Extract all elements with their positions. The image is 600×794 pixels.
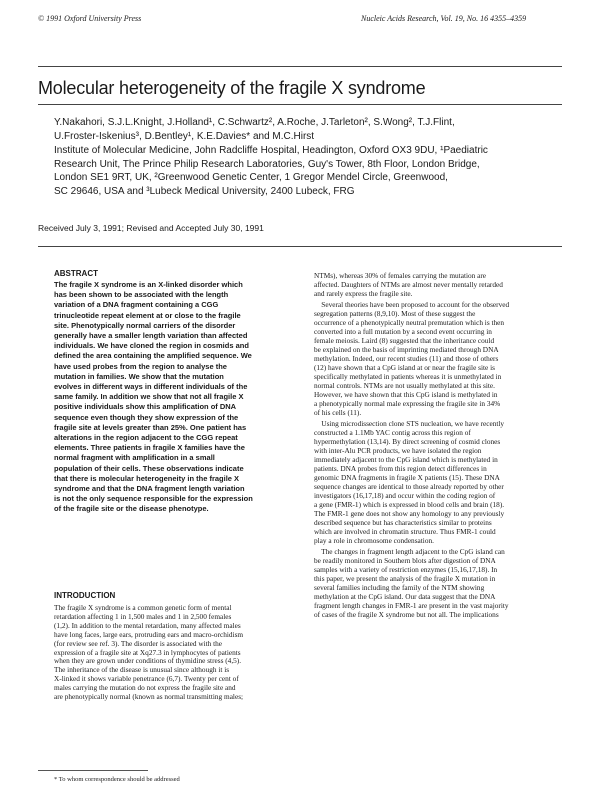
text-line: have long faces, large ears, protruding ears and macro-orchidism	[54, 629, 244, 639]
text-line: investigators (16,17,18) and occur within the coding region of	[314, 491, 496, 500]
text-line: of cases of the fragile X syndrome but not all. The implications	[314, 610, 499, 619]
text-line: of the fragile site or the disease phenotype.	[54, 504, 209, 514]
text-line: sequence changes are identical to those already reported by other	[314, 482, 504, 491]
footnote-rule	[38, 770, 148, 771]
text-line: occurrence of a phenotypically neutral premutation which is then	[314, 318, 505, 327]
text-line: constructed a 1.1Mb YAC contig across this region of	[314, 428, 471, 437]
text-line: have used probes from the region to analyse the	[54, 361, 227, 371]
text-line: However, we have shown that this CpG island is methylated in	[314, 390, 498, 399]
journal-citation-header: Nucleic Acids Research, Vol. 19, No. 16 4355–4359	[361, 14, 527, 23]
text-line: fragment length changes in FMR-1 are present in the vast majority	[314, 601, 509, 610]
received-dates: Received July 3, 1991; Revised and Accepted July 30, 1991	[38, 223, 264, 233]
text-line: The changes in fragment length adjacent to the CpG island can	[314, 547, 505, 556]
text-line: alterations in the region adjacent to the CGG repeat	[54, 433, 238, 443]
text-line: normal fragment with amplification in a small	[54, 453, 215, 463]
text-line: The inheritance of the disease is unusual since although it is	[54, 665, 230, 675]
text-line: female meiosis. Laird (8) suggested that the inheritance could	[314, 336, 495, 345]
text-line: when they are grown under conditions of thymidine stress (4,5).	[54, 656, 242, 666]
text-line: be explained on the basis of imprinting mediated through DNA	[314, 345, 499, 354]
text-line: that there is molecular heterogeneity in the fragile X	[54, 473, 240, 483]
right-column-body	[314, 271, 564, 621]
body-paragraph	[314, 547, 564, 619]
text-line: same family. In addition we show that not all fragile X	[54, 392, 244, 402]
affiliation-line: SC 29646, USA and ³Lubeck Medical University, 2400 Lubeck, FRG	[54, 185, 355, 197]
text-line: and rarely express the fragile site.	[314, 289, 413, 298]
text-line: be readily monitored in Southern blots after digestion of DNA	[314, 556, 496, 565]
text-line: The fragile X syndrome is a common genetic form of mental	[54, 603, 232, 612]
text-line: The fragile X syndrome is an X-linked disorder which	[54, 280, 243, 289]
text-line: (12) have shown that a CpG island at or near the fragile site is	[314, 363, 495, 372]
text-line: (for review see ref. 3). The disorder is associated with the	[54, 638, 223, 648]
text-line: syndrome and that the DNA fragment length variation	[54, 484, 245, 494]
text-line: patients. DNA probes from this region detect differences in	[314, 464, 487, 473]
text-line: with inter-Alu PCR products, we have isolated the region	[314, 446, 482, 455]
text-line: mutation in families. We show that the mutation	[54, 371, 224, 381]
text-line: generally have a smaller length variation than affected	[54, 331, 248, 341]
affiliation-line: Institute of Molecular Medicine, John Radcliffe Hospital, Headington, Oxford OX3 9DU, ¹Paediatric	[54, 145, 488, 156]
text-line: normal controls. NTMs are not usually methylated at this site.	[314, 381, 495, 390]
affiliation-line: London SE1 9RT, UK, ²Greenwood Genetic Center, 1 Gregor Mendel Circle, Greenwood,	[54, 172, 448, 184]
received-rule	[38, 246, 562, 247]
text-line: has been shown to be associated with the length	[54, 290, 229, 300]
text-line: population of their cells. These observations indicate	[54, 463, 244, 473]
body-paragraph	[314, 300, 564, 417]
text-line: of his cells (11).	[314, 408, 362, 417]
text-line: (1,2). In addition to the mental retardation, many affected males	[54, 620, 241, 630]
body-paragraph	[314, 271, 564, 298]
text-line: methylation at the CpG island. Our data suggest that the DNA	[314, 592, 496, 601]
text-line: Using microdissection clone STS nucleation, we have recently	[314, 419, 505, 428]
text-line: is not the only sequence responsible for the expression	[54, 494, 253, 504]
author-line: U.Froster-Iskenius³, D.Bentley¹, K.E.Davies* and M.C.Hirst	[54, 131, 315, 142]
text-line: fragile site at levels greater than 25%. One patient has	[54, 422, 247, 432]
abstract-heading: ABSTRACT	[54, 269, 98, 278]
text-line: methylation. Indeed, our recent studies (11) and those of others	[314, 354, 499, 363]
abstract-body	[54, 280, 300, 515]
text-line: a gene (FMR-1) which is expressed in blood cells and brain (18).	[314, 500, 505, 509]
text-line: specifically methylated in patients whereas it is unmethylated in	[314, 372, 502, 381]
text-line: genomic DNA fragments in fragile X patients (15). These DNA	[314, 473, 500, 482]
text-line: which are involved in chromatin structure. Thus FMR-1 could	[314, 527, 496, 536]
text-line: affected. Daughters of NTMs are almost never mentally retarded	[314, 280, 503, 289]
text-line: described sequence but has characteristics similar to proteins	[314, 518, 492, 527]
text-line: positive individuals show this amplification of DNA	[54, 402, 237, 412]
author-line: Y.Nakahori, S.J.L.Knight, J.Holland¹, C.Schwartz², A.Roche, J.Tarleton², S.Wong², T.J.Flint,	[54, 117, 455, 128]
text-line: defined the area containing the amplified sequence. We	[54, 351, 252, 361]
text-line: variation of a DNA fragment containing a CGG	[54, 300, 219, 310]
body-paragraph	[314, 419, 564, 545]
text-line: samples with a variety of restriction enzymes (15,16,17,18). In	[314, 565, 498, 574]
text-line: Several theories have been proposed to account for the observed	[314, 300, 510, 309]
text-line: converted into a full mutation by a second event occurring in	[314, 327, 492, 336]
text-line: expression of a fragile site at Xq27.3 in lymphocytes of patients	[54, 647, 241, 657]
text-line: a phenotypically normal male expressing the fragile site in 34%	[314, 399, 501, 408]
text-line: X-linked it shows variable penetrance (6,7). Twenty per cent of	[54, 674, 239, 684]
text-line: segregation patterns (8,9,10). Most of these suggest the	[314, 309, 476, 318]
correspondence-footnote: * To whom correspondence should be addressed	[54, 776, 180, 783]
text-line: are phenotypically normal (known as normal transmitting males;	[54, 692, 244, 702]
title-bottom-rule	[38, 104, 562, 105]
text-line: sequence even though they show expression of the	[54, 412, 239, 422]
text-line: individuals. We have cloned the region in cosmids and	[54, 341, 249, 351]
article-title: Molecular heterogeneity of the fragile X syndrome	[38, 78, 426, 98]
text-line: this paper, we present the analysis of the fragile X mutation in	[314, 574, 496, 583]
text-line: hypermethylation (13,14). By direct screening of cosmid clones	[314, 437, 501, 446]
title-top-rule	[38, 66, 562, 67]
author-list	[54, 116, 554, 144]
introduction-body	[54, 604, 304, 702]
text-line: retardation affecting 1 in 1,500 males and 1 in 2,500 females	[54, 611, 232, 621]
affiliations	[54, 144, 554, 198]
text-line: immediately adjacent to the CpG island which is methylated in	[314, 455, 498, 464]
text-line: NTMs), whereas 30% of females carrying the mutation are	[314, 271, 487, 280]
text-line: site. Phenotypically normal carriers of the disorder	[54, 320, 236, 330]
text-line: elements. Three patients in fragile X families have the	[54, 443, 245, 453]
text-line: The FMR-1 gene does not show any homology to any previously	[314, 509, 505, 518]
affiliation-line: Research Unit, The Prince Philip Research Laboratories, Guy's Tower, 8th Floor, London Bridge,	[54, 158, 480, 170]
introduction-heading: INTRODUCTION	[54, 591, 116, 600]
text-line: evolves in different ways in different individuals of the	[54, 382, 248, 392]
text-line: males carrying the mutation do not express the fragile site and	[54, 683, 236, 693]
copyright-header: © 1991 Oxford University Press	[38, 14, 142, 23]
text-line: trinucleotide repeat element at or close to the fragile	[54, 310, 241, 320]
text-line: several families including the family of the NTM showing	[314, 583, 485, 592]
text-line: play a role in chromosome condensation.	[314, 536, 434, 545]
